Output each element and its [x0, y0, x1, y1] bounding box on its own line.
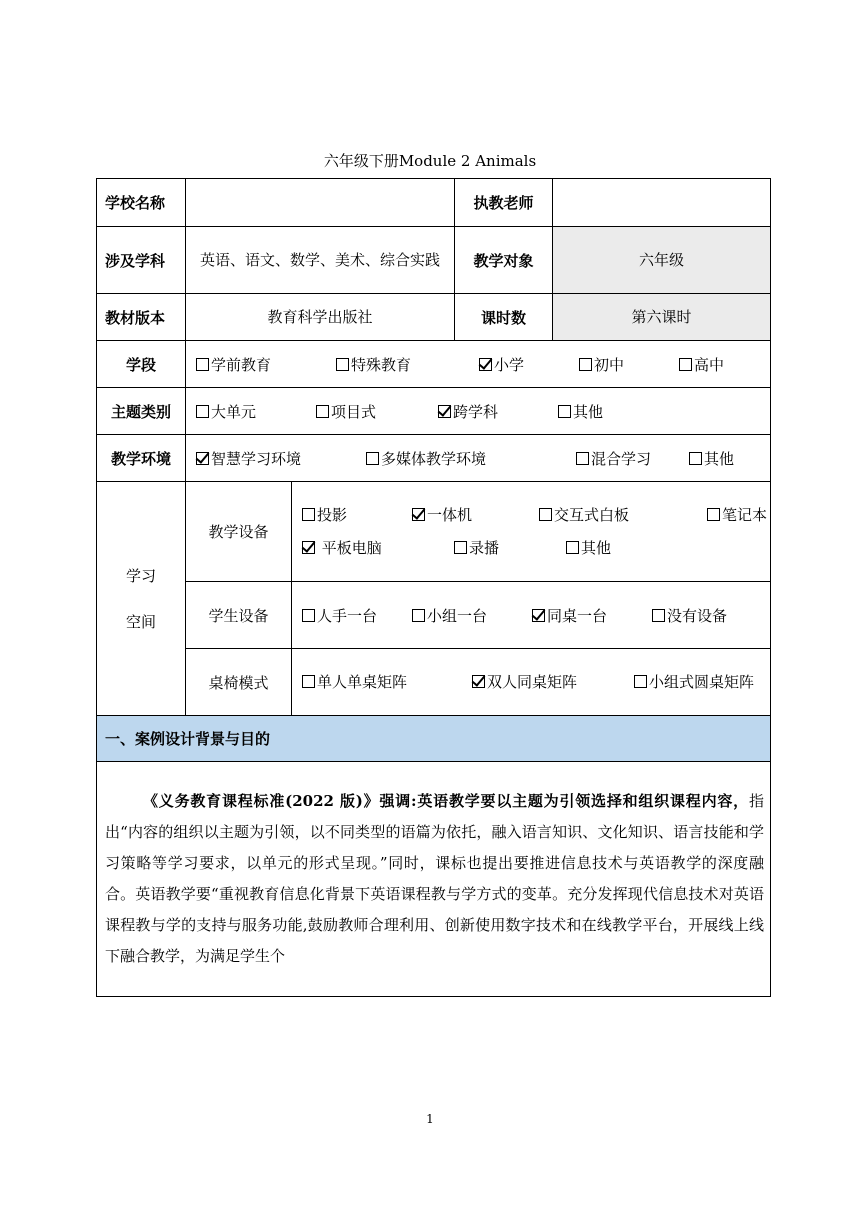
checkbox[interactable] [366, 452, 379, 465]
desk-mode-label: 桌椅模式 [186, 649, 292, 716]
checkbox[interactable] [454, 541, 467, 554]
device-option[interactable]: 笔记本 [707, 499, 767, 532]
env-option[interactable]: 混合学习 [576, 448, 689, 469]
device-option[interactable]: 交互式白板 [539, 499, 707, 532]
checkbox[interactable] [707, 508, 720, 521]
page-number: 1 [426, 1112, 434, 1126]
student-device-option[interactable]: 人手一台 [302, 605, 412, 626]
checkbox[interactable] [316, 405, 329, 418]
checkbox[interactable] [302, 508, 315, 521]
device-option[interactable]: 其他 [566, 532, 611, 565]
checkbox[interactable] [689, 452, 702, 465]
school-name-label: 学校名称 [97, 179, 186, 227]
checkbox[interactable] [196, 405, 209, 418]
checkbox-checked[interactable] [302, 541, 315, 554]
teaching-devices-options [292, 482, 771, 582]
stage-option[interactable]: 学前教育 [196, 354, 336, 375]
checkbox[interactable] [576, 452, 589, 465]
env-option[interactable]: 多媒体教学环境 [366, 448, 576, 469]
theme-option[interactable]: 其他 [558, 401, 603, 422]
checkbox[interactable] [539, 508, 552, 521]
checkbox[interactable] [679, 358, 692, 371]
checkbox[interactable] [558, 405, 571, 418]
stage-option[interactable]: 特殊教育 [336, 354, 479, 375]
textbook-value: 教育科学出版社 [186, 294, 455, 341]
textbook-label: 教材版本 [97, 294, 186, 341]
checkbox[interactable] [302, 609, 315, 622]
subject-value: 英语、语文、数学、美术、综合实践 [186, 227, 455, 294]
checkbox[interactable] [652, 609, 665, 622]
checkbox[interactable] [634, 675, 647, 688]
target-label: 教学对象 [455, 227, 553, 294]
student-devices-label: 学生设备 [186, 582, 292, 649]
device-option[interactable]: 录播 [454, 532, 566, 565]
stage-label: 学段 [97, 341, 186, 388]
env-option[interactable]: 其他 [689, 448, 734, 469]
theme-option[interactable]: 跨学科 [438, 401, 558, 422]
env-option[interactable]: 智慧学习环境 [196, 448, 366, 469]
theme-options [186, 388, 771, 435]
subject-label: 涉及学科 [97, 227, 186, 294]
hours-value: 第六课时 [553, 294, 771, 341]
env-label: 教学环境 [97, 435, 186, 482]
checkbox-checked[interactable] [532, 609, 545, 622]
desk-mode-options [292, 649, 771, 716]
checkbox-checked[interactable] [472, 675, 485, 688]
teaching-devices-label: 教学设备 [186, 482, 292, 582]
learning-space-label: 学习 空间 [97, 482, 186, 716]
checkbox[interactable] [579, 358, 592, 371]
theme-option[interactable]: 大单元 [196, 401, 316, 422]
student-devices-options [292, 582, 771, 649]
checkbox[interactable] [196, 358, 209, 371]
checkbox[interactable] [336, 358, 349, 371]
desk-option[interactable]: 单人单桌矩阵 [302, 665, 472, 699]
stage-options [186, 341, 771, 388]
student-device-option[interactable]: 小组一台 [412, 605, 532, 626]
target-value: 六年级 [553, 227, 771, 294]
checkbox-checked[interactable] [438, 405, 451, 418]
student-device-option[interactable]: 没有设备 [652, 605, 727, 626]
section-heading: 一、案例设计背景与目的 [97, 716, 771, 762]
checkbox[interactable] [412, 609, 425, 622]
device-option[interactable]: 投影 [302, 499, 412, 532]
checkbox[interactable] [566, 541, 579, 554]
section-body-text: 指出“内容的组织以主题为引领，以不同类型的语篇为依托，融入语言知识、文化知识、语言技能和学习策略等学习要求，以单元的形式呈现。”同时，课标也提出要推进信息技术与英语教学的深度融合。英语教学要“重视教育信息化背景下英语课程教与学方式的变革。充分发挥现代信息技术对英语课程教与学的支持与服务功能,鼓励教师合理利用、创新使用数字技术和在线教学平台，开展线上线下融合教学，为满足学生个 [105, 792, 764, 965]
section-body-bold: 《义务教育课程标准(2022 版)》强调:英语教学要以主题为引领选择和组织课程内容， [143, 792, 749, 810]
checkbox-checked[interactable] [196, 452, 209, 465]
section-body [97, 762, 771, 997]
desk-option[interactable]: 双人同桌矩阵 [472, 665, 634, 699]
stage-option[interactable]: 小学 [479, 354, 579, 375]
stage-option[interactable]: 初中 [579, 354, 679, 375]
device-option[interactable]: 平板电脑 [302, 532, 454, 565]
stage-option[interactable]: 高中 [679, 354, 724, 375]
teacher-label: 执教老师 [455, 179, 553, 227]
lesson-info-table [96, 178, 771, 997]
theme-label: 主题类别 [97, 388, 186, 435]
checkbox[interactable] [302, 675, 315, 688]
checkbox-checked[interactable] [479, 358, 492, 371]
env-options [186, 435, 771, 482]
document-title: 六年级下册Module 2 Animals [323, 152, 537, 170]
checkbox-checked[interactable] [412, 508, 425, 521]
teacher-value [553, 179, 771, 227]
student-device-option[interactable]: 同桌一台 [532, 605, 652, 626]
desk-option[interactable]: 小组式圆桌矩阵 [634, 665, 754, 699]
device-option[interactable]: 一体机 [412, 499, 539, 532]
hours-label: 课时数 [455, 294, 553, 341]
school-name-value [186, 179, 455, 227]
theme-option[interactable]: 项目式 [316, 401, 438, 422]
